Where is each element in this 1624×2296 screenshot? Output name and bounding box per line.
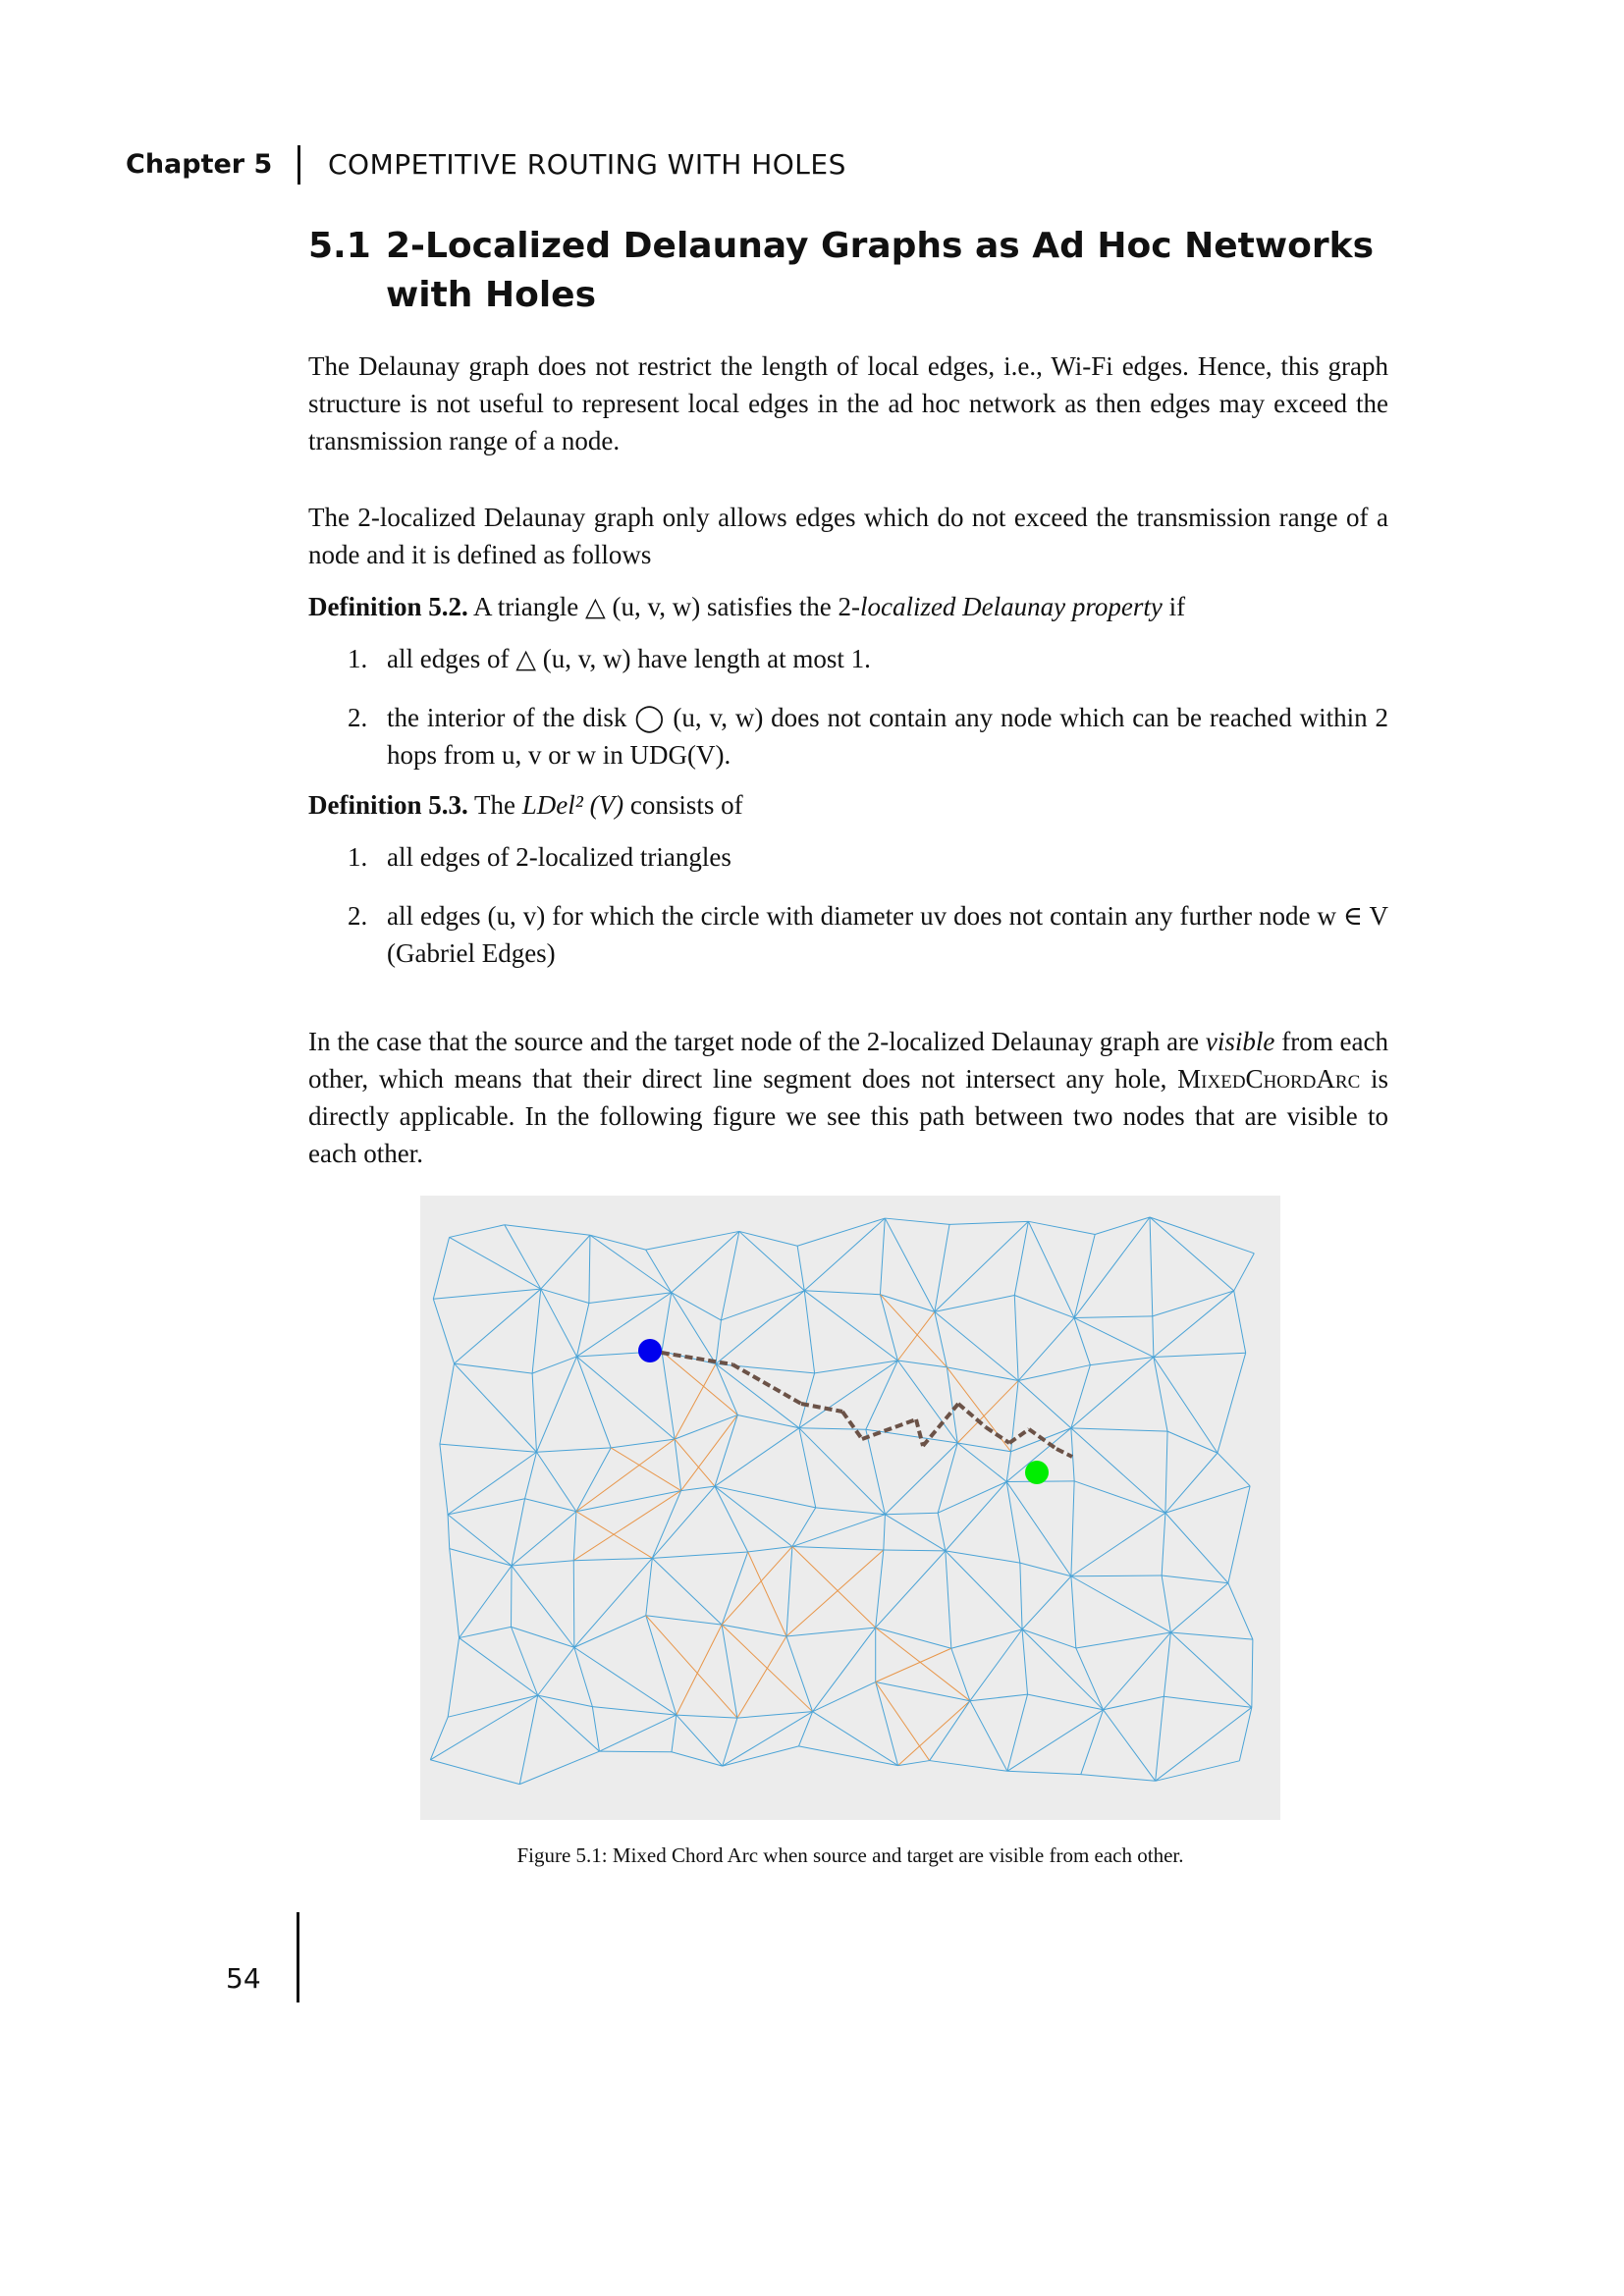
graph-edge xyxy=(866,1361,898,1429)
delaunay-graph-plot xyxy=(420,1196,1280,1820)
graph-edge xyxy=(739,1231,804,1290)
figure-caption: Figure 5.1: Mixed Chord Arc when source and target are visible from each other. xyxy=(516,1843,1184,1867)
graph-edge xyxy=(1154,1291,1234,1358)
graph-edge xyxy=(804,1291,814,1373)
graph-edge xyxy=(1018,1381,1071,1428)
graph-edge xyxy=(652,1486,715,1558)
hole-edge xyxy=(675,1439,715,1486)
graph-edge xyxy=(1154,1357,1218,1453)
list-text: all edges of △ (u, v, w) have length at most 1. xyxy=(387,644,871,673)
chapter-label: Chapter 5 xyxy=(126,149,273,180)
definition-term: LDel² (V) xyxy=(521,790,624,820)
graph-edge xyxy=(813,1682,876,1712)
graph-edge xyxy=(876,1628,951,1648)
list-number: 2. xyxy=(348,703,368,732)
graph-edge xyxy=(792,1515,886,1547)
graph-edge xyxy=(1150,1217,1254,1254)
source-node xyxy=(638,1339,662,1362)
graph-edge xyxy=(946,1551,951,1648)
graph-edge xyxy=(1090,1357,1154,1364)
graph-edge xyxy=(536,1448,611,1452)
graph-edge xyxy=(576,1304,588,1357)
graph-edge xyxy=(450,1549,460,1638)
graph-edge xyxy=(541,1289,589,1303)
graph-edge xyxy=(532,1357,576,1373)
list-text: the interior of the disk ◯ (u, v, w) does not contain any node which can be reached within 2 hops from u, v or w in UDG(V). xyxy=(387,703,1388,770)
graph-edge xyxy=(951,1629,1022,1648)
graph-edge xyxy=(460,1566,512,1638)
graph-edge xyxy=(1165,1486,1250,1513)
graph-edge xyxy=(1170,1632,1251,1707)
graph-edge xyxy=(1081,1710,1104,1775)
graph-edge xyxy=(1234,1254,1255,1291)
graph-edge xyxy=(646,1231,739,1250)
graph-edge xyxy=(1234,1291,1246,1353)
graph-edge xyxy=(646,1616,677,1715)
route-segment xyxy=(916,1419,923,1446)
graph-edge xyxy=(715,1486,792,1546)
graph-edge xyxy=(946,1551,1022,1629)
hole-edge xyxy=(786,1550,884,1636)
graph-edge xyxy=(536,1452,575,1511)
graph-edge xyxy=(574,1558,652,1647)
graph-edge xyxy=(1104,1696,1164,1710)
graph-edge xyxy=(885,1515,945,1551)
hole-edge xyxy=(646,1616,737,1718)
graph-edge xyxy=(576,1448,611,1512)
graph-edge xyxy=(799,1428,886,1515)
graph-edge xyxy=(722,1552,748,1625)
graph-edge xyxy=(1022,1629,1104,1710)
graph-edge xyxy=(723,1746,799,1766)
graph-edge xyxy=(1104,1710,1156,1782)
graph-edge xyxy=(970,1701,1007,1772)
graph-edge xyxy=(448,1515,450,1549)
graph-edge xyxy=(455,1289,541,1363)
graph-edge xyxy=(947,1367,1018,1381)
hole-edge xyxy=(675,1363,716,1439)
hole-edge xyxy=(876,1628,970,1701)
graph-edge xyxy=(1022,1629,1076,1648)
definition-label: Definition 5.3. xyxy=(308,790,468,820)
graph-edge xyxy=(433,1289,540,1299)
page-number: 54 xyxy=(226,1962,261,1995)
graph-edge xyxy=(675,1439,681,1490)
graph-edge xyxy=(538,1695,593,1706)
definition-term: localized Delaunay property xyxy=(859,592,1163,621)
header-rule xyxy=(298,145,300,185)
graph-edge xyxy=(662,1293,672,1352)
graph-edge xyxy=(1076,1648,1104,1710)
route-segment xyxy=(842,1412,862,1439)
graph-edge xyxy=(1071,1357,1154,1427)
graph-edge xyxy=(646,1250,672,1293)
list-text: all edges (u, v) for which the circle with diameter uv does not contain any further node w ∈ V (Gabriel Edges) xyxy=(387,901,1388,968)
graph-edge xyxy=(662,1352,675,1440)
graph-edge xyxy=(652,1491,680,1559)
graph-edge xyxy=(574,1647,593,1706)
hole-edge xyxy=(876,1682,930,1761)
graph-edge xyxy=(599,1751,672,1752)
graph-edge xyxy=(716,1363,815,1372)
graph-edge xyxy=(1074,1318,1154,1358)
graph-edge xyxy=(1014,1296,1018,1381)
graph-edge xyxy=(672,1752,723,1766)
graph-edge xyxy=(672,1293,716,1364)
graph-edge xyxy=(885,1443,957,1515)
footer-rule xyxy=(297,1912,299,2002)
graph-edge xyxy=(949,1221,1028,1224)
graph-edge xyxy=(786,1636,813,1712)
graph-edge xyxy=(1153,1291,1234,1316)
graph-edge xyxy=(1218,1353,1246,1453)
emphasis: visible xyxy=(1205,1027,1275,1056)
graph-edge xyxy=(884,1550,946,1551)
graph-edge xyxy=(1095,1217,1150,1234)
graph-edge xyxy=(450,1237,541,1289)
graph-edge xyxy=(512,1627,574,1647)
graph-edge xyxy=(576,1357,675,1439)
graph-edge xyxy=(1028,1694,1104,1710)
graph-edge xyxy=(433,1237,449,1299)
graph-edge xyxy=(715,1486,748,1552)
graph-edge xyxy=(1018,1365,1090,1381)
graph-edge xyxy=(876,1682,970,1701)
graph-edge xyxy=(519,1751,599,1784)
graph-edge xyxy=(1165,1513,1228,1582)
graph-edge xyxy=(1007,1710,1104,1772)
graph-edge xyxy=(592,1707,676,1715)
hole-edge xyxy=(677,1625,722,1715)
graph-edge xyxy=(1071,1365,1091,1428)
graph-edge xyxy=(1228,1583,1253,1639)
graph-edge xyxy=(589,1293,672,1304)
graph-edge xyxy=(798,1712,812,1746)
graph-edge xyxy=(866,1429,886,1515)
graph-edge xyxy=(460,1627,512,1637)
graph-edge xyxy=(573,1561,574,1648)
graph-edge xyxy=(876,1550,884,1628)
graph-edge xyxy=(935,1296,1014,1312)
section-title: 2-Localized Delaunay Graphs as Ad Hoc Networks with Holes xyxy=(386,226,1374,315)
graph-edge xyxy=(646,1616,722,1625)
graph-edge xyxy=(590,1235,646,1250)
graph-edge xyxy=(1071,1575,1162,1576)
graph-edge xyxy=(721,1291,804,1320)
graph-edge xyxy=(448,1695,538,1717)
graph-edge xyxy=(589,1235,590,1303)
graph-edge xyxy=(677,1715,723,1766)
graph-edge xyxy=(574,1616,646,1648)
list-number: 1. xyxy=(348,842,368,872)
graph-edge xyxy=(1071,1576,1076,1648)
graph-edge xyxy=(1162,1575,1228,1583)
graph-edge xyxy=(512,1561,573,1566)
hole-edge xyxy=(722,1547,792,1626)
graph-edge xyxy=(440,1444,448,1515)
graph-edge xyxy=(797,1246,804,1291)
hole-edge xyxy=(576,1439,675,1512)
route-segment xyxy=(801,1404,842,1412)
graph-edge xyxy=(536,1357,576,1452)
graph-edge xyxy=(541,1235,590,1289)
graph-edge xyxy=(946,1551,1020,1563)
graph-edge xyxy=(1218,1453,1250,1486)
graph-edge xyxy=(512,1566,513,1627)
graph-edge xyxy=(450,1549,512,1566)
graph-edge xyxy=(519,1695,537,1784)
graph-edge xyxy=(652,1552,747,1558)
graph-edge xyxy=(455,1363,537,1452)
graph-edge xyxy=(946,1481,1006,1550)
graph-edge xyxy=(592,1707,599,1752)
graph-edge xyxy=(677,1715,737,1718)
graph-edge xyxy=(1071,1428,1165,1513)
graph-edge xyxy=(799,1373,815,1428)
graph-edge xyxy=(897,1361,947,1367)
graph-edge xyxy=(1022,1576,1071,1629)
graph-edge xyxy=(797,1218,885,1246)
graph-edge xyxy=(970,1694,1028,1701)
target-node xyxy=(1025,1461,1049,1484)
graph-edge xyxy=(440,1444,537,1452)
definition-text: consists of xyxy=(623,790,743,820)
graph-edge xyxy=(440,1363,455,1444)
graph-edge xyxy=(1252,1639,1253,1707)
graph-edge xyxy=(1150,1217,1234,1291)
graph-edge xyxy=(804,1291,897,1361)
graph-edge xyxy=(512,1566,574,1647)
route-segment xyxy=(958,1404,986,1427)
graph-edge xyxy=(1071,1428,1167,1431)
graph-edge xyxy=(1165,1453,1218,1513)
graph-edge xyxy=(448,1638,459,1718)
graph-edge xyxy=(1165,1431,1167,1513)
graph-edge xyxy=(646,1558,652,1615)
graph-edge xyxy=(430,1760,519,1785)
paragraph-3 xyxy=(308,1023,1388,1172)
graph-edge xyxy=(532,1289,541,1373)
graph-edge xyxy=(1076,1632,1171,1648)
graph-edge xyxy=(799,1428,866,1429)
graph-edge xyxy=(1228,1486,1250,1583)
graph-edge xyxy=(430,1695,537,1760)
graph-edge xyxy=(541,1289,577,1357)
graph-edge xyxy=(748,1547,792,1552)
hole-edge xyxy=(957,1381,1018,1443)
hole-edge xyxy=(737,1636,786,1718)
graph-edge xyxy=(1074,1481,1165,1513)
paragraph-1: The Delaunay graph does not restrict the length of local edges, i.e., Wi-Fi edges. Hence, this graph structure is not useful to represent local edges in the ad hoc network as then edges may exceed the transmission range of a node. xyxy=(308,351,1388,455)
graph-edge xyxy=(1020,1563,1022,1629)
definition-label: Definition 5.2. xyxy=(308,592,468,621)
graph-edge xyxy=(433,1299,454,1363)
graph-edge xyxy=(505,1225,541,1289)
graph-edge xyxy=(1071,1576,1170,1632)
graph-edge xyxy=(739,1231,797,1246)
graph-edge xyxy=(672,1293,722,1320)
graph-edge xyxy=(786,1628,876,1636)
graph-edge xyxy=(930,1701,970,1761)
graph-edge xyxy=(1164,1632,1170,1696)
graph-edge xyxy=(1162,1513,1165,1575)
graph-edge xyxy=(573,1558,652,1560)
graph-edge xyxy=(1006,1452,1010,1482)
route-segment xyxy=(732,1364,801,1404)
graph-edge xyxy=(716,1291,804,1364)
graph-edge xyxy=(715,1428,799,1486)
running-header xyxy=(0,147,1624,187)
chapter-title: COMPETITIVE ROUTING WITH HOLES xyxy=(328,148,846,181)
graph-edge xyxy=(715,1415,737,1486)
list-text: all edges of 2-localized triangles xyxy=(387,842,731,872)
paragraph-text: from each other, which means that their direct line segment does not intersect any hole, xyxy=(308,1027,1388,1094)
graph-edge xyxy=(1150,1217,1153,1316)
graph-edge xyxy=(1074,1234,1095,1317)
graph-edge xyxy=(1170,1583,1227,1632)
graph-edge xyxy=(672,1715,677,1752)
route-segment xyxy=(1056,1449,1072,1457)
definition-5-3 xyxy=(308,786,1388,824)
hole-edge xyxy=(898,1701,970,1766)
graph-edge xyxy=(804,1218,885,1291)
graph-edge xyxy=(430,1717,448,1760)
graph-edge xyxy=(538,1647,574,1695)
definition-text: The xyxy=(467,790,522,820)
graph-edge xyxy=(599,1715,676,1751)
graph-edge xyxy=(1164,1696,1251,1707)
graph-edge xyxy=(1162,1575,1170,1632)
definition-text: if xyxy=(1162,592,1186,621)
graph-edge xyxy=(722,1625,737,1718)
graph-edge xyxy=(792,1508,816,1547)
graph-edge xyxy=(737,1712,813,1718)
graph-edge xyxy=(930,1761,1007,1772)
graph-edge xyxy=(786,1547,792,1636)
graph-edge xyxy=(880,1218,885,1295)
graph-edge xyxy=(938,1481,1006,1513)
graph-edge xyxy=(935,1224,949,1311)
graph-edge xyxy=(1153,1316,1154,1358)
graph-edge xyxy=(957,1443,1010,1452)
graph-edge xyxy=(450,1225,505,1238)
graph-edge xyxy=(723,1712,813,1766)
graph-edge xyxy=(1156,1696,1164,1781)
graph-edge xyxy=(804,1291,880,1295)
graph-edge xyxy=(576,1357,611,1448)
graph-edge xyxy=(448,1515,512,1566)
graph-edge xyxy=(573,1512,576,1561)
graph-edge xyxy=(716,1320,721,1364)
graph-edge xyxy=(681,1486,715,1490)
route-segment xyxy=(1029,1429,1056,1449)
graph-edge xyxy=(1007,1771,1081,1774)
graph-edge xyxy=(1104,1632,1171,1710)
graph-edge xyxy=(1154,1353,1246,1357)
hole-edge xyxy=(748,1552,786,1636)
graph-edge xyxy=(815,1361,898,1373)
graph-edge xyxy=(876,1551,946,1628)
graph-edge xyxy=(792,1547,884,1550)
graph-edge xyxy=(884,1515,886,1550)
definition-5-2 xyxy=(308,588,1388,625)
graph-edge xyxy=(538,1695,600,1751)
paragraph-text: is directly applicable. In the following figure we see this path between two nodes that are visible to each other. xyxy=(308,1064,1388,1168)
graph-edge xyxy=(652,1558,722,1625)
list-number: 2. xyxy=(348,901,368,931)
graph-edge xyxy=(1071,1481,1074,1576)
graph-edge xyxy=(816,1508,886,1515)
graph-edge xyxy=(897,1361,957,1443)
graph-edge xyxy=(590,1235,672,1292)
graph-edge xyxy=(460,1638,538,1696)
graph-edge xyxy=(512,1512,576,1566)
graph-edge xyxy=(885,1218,935,1311)
graph-edge xyxy=(938,1513,946,1551)
route-segment xyxy=(986,1427,1009,1443)
graph-edge xyxy=(1018,1318,1074,1381)
graph-edge xyxy=(1006,1481,1020,1563)
graph-edge xyxy=(532,1373,536,1452)
hole-edge xyxy=(611,1448,680,1491)
graph-edge xyxy=(1170,1632,1252,1639)
graph-edge xyxy=(813,1628,876,1712)
graph-edge xyxy=(885,1218,949,1224)
definition-text: A triangle △ (u, v, w) satisfies the 2- xyxy=(467,592,860,621)
graph-edge xyxy=(1071,1513,1165,1576)
graph-edge xyxy=(574,1647,677,1715)
graph-edge xyxy=(716,1363,737,1415)
paragraph-2: The 2-localized Delaunay graph only allows edges which do not exceed the transmission range of a node and it is defined as follows xyxy=(308,503,1388,569)
section-number: 5.1 xyxy=(308,226,371,266)
graph-edge xyxy=(1028,1221,1095,1234)
paragraph-text: In the case that the source and the target node of the 2-localized Delaunay graph are xyxy=(308,1027,1206,1056)
graph-edge xyxy=(957,1443,1006,1482)
graph-edge xyxy=(715,1486,816,1508)
graph-edge xyxy=(1022,1629,1027,1694)
graph-edge xyxy=(455,1363,533,1373)
hole-edge xyxy=(792,1547,876,1629)
graph-edge xyxy=(938,1443,957,1513)
figure-graph xyxy=(420,1196,1280,1820)
algorithm-name: MixedChordArc xyxy=(1177,1064,1361,1094)
graph-edge xyxy=(1081,1775,1156,1782)
list-number: 1. xyxy=(348,644,368,673)
graph-edge xyxy=(505,1225,590,1235)
graph-edge xyxy=(970,1629,1022,1701)
graph-edge xyxy=(1074,1316,1153,1318)
graph-edge xyxy=(885,1513,938,1515)
graph-edge xyxy=(799,1428,816,1508)
